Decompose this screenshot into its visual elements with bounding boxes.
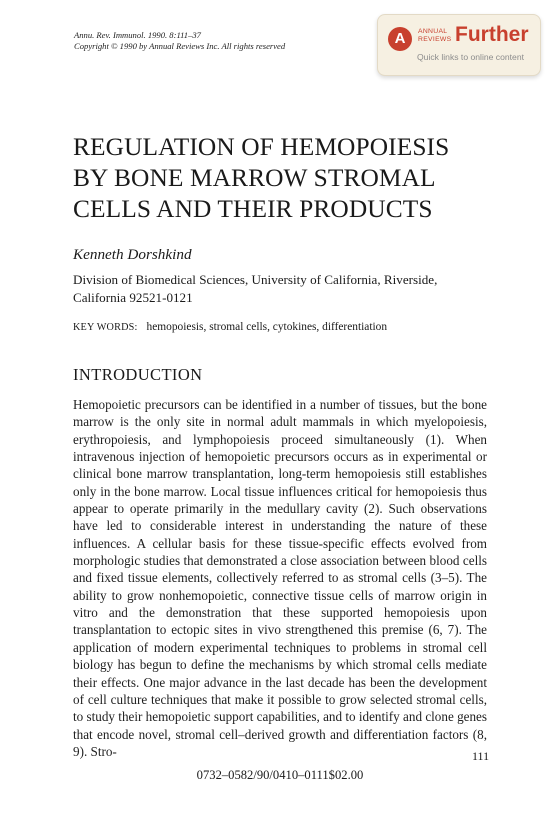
badge-further-text: Further	[455, 23, 529, 46]
affiliation-line: California 92521-0121	[73, 289, 193, 305]
badge-annual-text: ANNUAL	[418, 28, 448, 35]
keywords-list: hemopoiesis, stromal cells, cytokines, differentiation	[146, 321, 388, 333]
section-heading: INTRODUCTION	[73, 365, 203, 384]
article-title	[73, 132, 513, 225]
annual-reviews-logo-icon: A	[388, 27, 412, 51]
footer-code: 0732–0582/90/0410–0111$02.00	[196, 768, 364, 782]
page-number: 111	[472, 749, 490, 763]
badge-reviews-text: REVIEWS	[418, 36, 452, 43]
annual-reviews-further-badge[interactable]	[377, 14, 541, 76]
journal-line: Annu. Rev. Immunol. 1990. 8:111–37	[74, 30, 201, 40]
introduction-paragraph: Hemopoietic precursors can be identified in a number of tissues, but the bone marrow is the only site in normal adult mammals in which myelopoiesis, erythropoiesis, and lymphopoiesis proceed simultaneously (1). When intravenous injection of hemopoietic precursors occurs as in experimental or clinical bone marrow transplantation, long-term hemopoiesis still establishes only in the bone marrow. Local tissue influences critical for hemopoiesis thus appear to operate primarily in the medullary cavity (2). Such observations have led to considerable interest in understanding the nature of these influences. A cellular basis for these tissue-specific effects evolved from morphologic studies that demonstrated a close association between blood cells and fixed tissue elements, collectively referred to as stromal cells (3–5). The ability to grow nonhemopoietic, connective tissue cells of marrow origin in vitro and the demonstration that these supported hemopoiesis upon transplantation to ectopic sites in vivo strengthened this premise (6, 7). The application of modern experimental techniques to problems in stromal cell biology has begun to define the mechanisms by which stromal cells mediate their effects. One major advance in the last decade has been the development of cell culture techniques that make it possible to grow selected stromal cells, to study their hemopoietic support capabilities, and to identify and clone genes that encode novel, stromal cell–derived growth and differentiation factors (8, 9). Stro-	[73, 397, 487, 759]
affiliation-line: Division of Biomedical Sciences, University of California, Riverside,	[73, 272, 438, 287]
copyright-line: Copyright © 1990 by Annual Reviews Inc. All rights reserved	[74, 41, 286, 51]
title-line: BY BONE MARROW STROMAL	[73, 164, 436, 192]
body-text	[73, 396, 487, 760]
keywords-line	[73, 321, 387, 333]
annual-reviews-wordmark	[418, 28, 451, 44]
author-name: Kenneth Dorshkind	[73, 246, 192, 263]
journal-citation	[74, 30, 285, 52]
keywords-label: KEY WORDS:	[73, 322, 138, 333]
title-line: REGULATION OF HEMOPOIESIS	[73, 133, 450, 161]
author-affiliation	[73, 271, 493, 306]
title-line: CELLS AND THEIR PRODUCTS	[73, 195, 433, 223]
badge-subtitle: Quick links to online content	[417, 52, 525, 62]
